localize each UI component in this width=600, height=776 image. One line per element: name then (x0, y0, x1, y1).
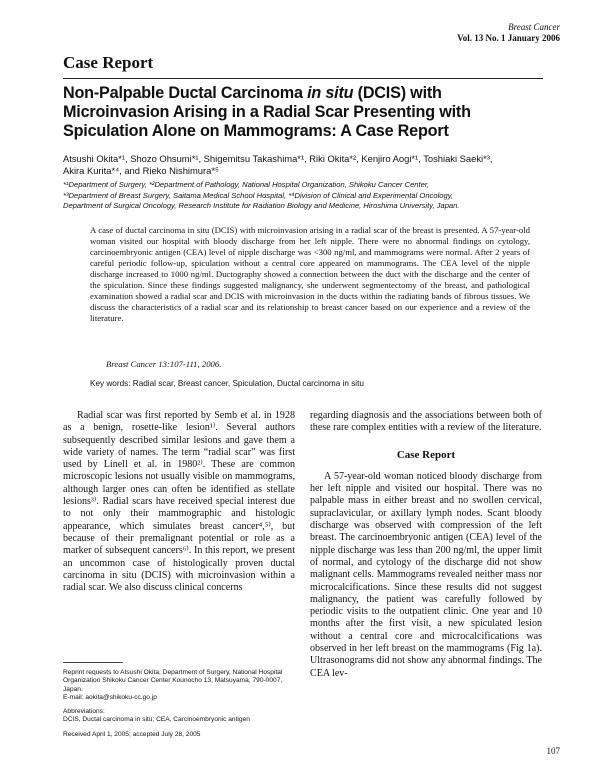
volume-info: Vol. 13 No. 1 January 2006 (457, 33, 560, 43)
case-paragraph: A 57-year-old woman noticed bloody discharge from her left nipple and visited our hospital. There was no palpable mass in either breast and no swollen cervical, supraclavicular, or axillary lymph nodes. Scant bloody discharge was observed with compression of the left breast. The carcinoembryonic antigen (CEA) level of the nipple discharge was less than 200 ng/ml, the upper limit of normal, and cytology of the discharge did not show malignant cells. Mammograms revealed neither mass nor microcalcifications. Since these results did not suggest malignancy, the patient was carefully followed by periodic visits to the outpatient clinic. One year and 10 months after the first visit, a new spiculated lesion without a central core and microcalcifications was observed in her left breast on the mammograms (Fig 1a). Ultrasonograms did not show any abnormal findings. The CEA lev- (310, 470, 542, 679)
abbreviations: DCIS, Ductal carcinoma in situ; CEA, Carcinoembryonic antigen (63, 716, 250, 724)
affiliation-line: Department of Surgical Oncology, Research Institute for Radiation Biology and Medicine, Hiroshima University, Japan. (63, 201, 460, 210)
author-list (63, 153, 543, 177)
footnote-rule (63, 662, 123, 663)
author-line: Akira Kurita*⁴, and Rieko Nishimura*⁵ (63, 165, 219, 176)
email: E-mail: aokita@shikoku-cc.go.jp (63, 693, 157, 701)
footnote (63, 662, 291, 739)
journal-name: Breast Cancer (508, 22, 560, 32)
article-type-label: Case Report (63, 53, 154, 72)
running-header (457, 22, 560, 44)
intro-paragraph: Radial scar was first reported by Semb et al. in 1928 as a benign, rosette-like lesion¹⁾. Several authors subsequently described similar lesions and gave them a wide variety of names. The term “radial scar” was first used by Linell et al. in 1980²⁾. These are common microscopic lesions not usually visible on mammograms, although larger ones can often be identified as stellate lesions³⁾. Radial scars have received special interest due to not only their mammographic and histologic appearance, which simulates breast cancer⁴,⁵⁾, but because of their premalignant potential or role as a marker of subsequent cancers⁶⁾. In this report, we present an uncommon case of histologically proven ductal carcinoma in situ (DCIS) with microinvasion within a radial scar. We also discuss clinical concerns (63, 410, 295, 594)
affiliation-line: *¹Department of Surgery, *²Department of Pathology, National Hospital Organization, Shikoku Cancer Center, (63, 180, 430, 189)
abstract: A case of ductal carcinoma in situ (DCIS) with microinvasion arising in a radial scar of the breast is presented. A 57-year-old woman visited our hospital with bloody discharge from her left nipple. There were no abnormal findings on cytology, carcinoembryonic antigen (CEA) level of nipple discharge was <300 ng/ml, and mammograms were normal. After 2 years of careful periodic follow-up, spiculation without a central core appeared on mammograms. The CEA level of the nipple discharge increased to 1000 ng/ml. Ductography showed a connection between the duct with the discharge and the center of the spiculation. Since these findings suggested malignancy, she underwent segmentectomy of the breast, and pathological examination showed a radial scar and DCIS with microinvasion in the ducts within the radiating bands of fibrous tissues. We discuss the characteristics of a radial scar and its relationship to breast cancer based on our experience and a review of the literature. (90, 225, 530, 324)
left-column (63, 410, 295, 594)
case-report-heading: Case Report (396, 448, 456, 461)
title-part-2: (DCIS) with Microinvasion Arising in a Radial Scar Presenting with Spiculation Alone on Mammograms: A Case Report (63, 84, 471, 140)
received-dates: Received April 1, 2005; accepted July 28, 2005 (63, 730, 201, 738)
keywords (90, 379, 530, 388)
affiliation-line: *³Department of Breast Surgery, Saitama Medical School Hospital, *⁴Division of Clinical and Experimental Oncology, (63, 190, 454, 200)
abbreviations-label: Abbreviations: (63, 708, 105, 716)
title-part-1: Non-Palpable Ductal Carcinoma (63, 84, 308, 102)
reprint-request: Reprint requests to Atsushi Okita, Department of Surgery, National Hospital Organization Shikoku Cancer Center Kounocho 13, Matsuyama, 790-0007, Japan. (63, 669, 283, 693)
keywords-text: Radial scar, Breast cancer, Spiculation, Ductal carcinoma in situ (132, 379, 364, 388)
article-title (63, 84, 543, 141)
page-number: 107 (546, 746, 560, 756)
continuation-paragraph: regarding diagnosis and the associations between both of these rare complex entities with a review of the literature. (310, 410, 542, 434)
header-rule (63, 78, 543, 79)
keywords-label: Key words: (90, 379, 131, 388)
title-italic: in situ (307, 84, 354, 102)
citation: Breast Cancer 13:107-111, 2006. (106, 359, 222, 369)
affiliations (63, 180, 545, 212)
author-line: Atsushi Okita*¹, Shozo Ohsumi*¹, Shigemitsu Takashima*¹, Riki Okita*², Kenjiro Aogi*¹, Toshiaki Saeki*³, (63, 153, 493, 164)
right-column (310, 410, 542, 680)
